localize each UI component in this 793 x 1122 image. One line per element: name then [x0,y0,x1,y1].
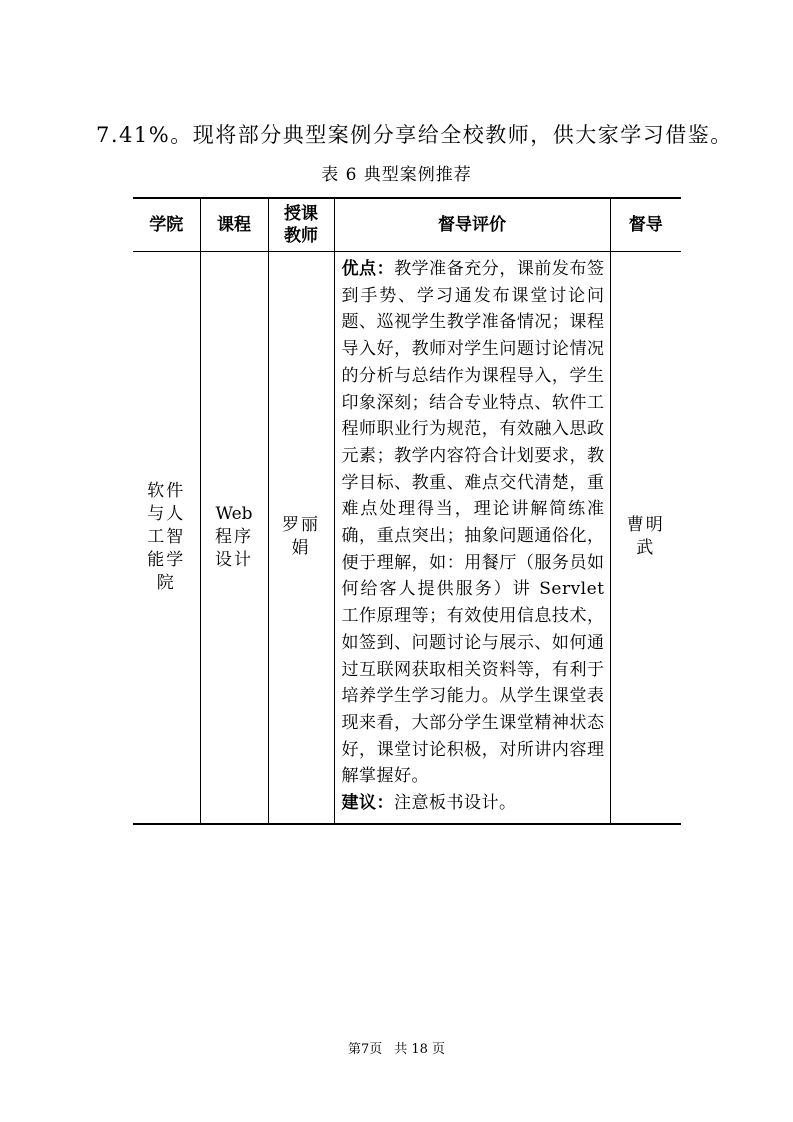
header-supervisor: 督导 [610,198,681,252]
review-suggestion [342,790,605,817]
cell-teacher [268,252,334,824]
college-line: 能学 [147,549,186,570]
table-header-row [133,198,681,252]
header-teacher [268,198,334,252]
header-review: 督导评价 [334,198,610,252]
supervisor-line: 曹明 [626,515,665,536]
cell-college [133,252,200,824]
college-line: 工智 [147,526,186,547]
table-caption: 表 6 典型案例推荐 [321,165,472,185]
header-teacher-line-2: 教师 [284,226,318,246]
cell-review [334,252,610,824]
strengths-label: 优点： [341,259,395,279]
header-college: 学院 [133,198,200,252]
suggestion-label: 建议： [341,793,394,814]
supervisor-line: 武 [636,538,656,559]
cell-supervisor [610,252,681,824]
table-row [133,252,681,824]
college-line: 软件 [147,480,186,501]
header-teacher-line-1: 授课 [284,204,318,224]
teacher-line: 罗丽 [282,515,320,536]
suggestion-text: 注意板书设计。 [394,793,517,814]
page-number: 第7页 [347,1042,383,1057]
page-total: 共 18 页 [394,1042,446,1057]
review-strengths [342,256,605,790]
cell-course [200,252,268,824]
header-teacher-stack [269,203,334,247]
header-course: 课程 [200,198,268,252]
teacher-line: 娟 [291,538,311,559]
college-line: 院 [156,572,176,593]
course-line: 程序 [215,526,253,547]
intro-paragraph: 7.41%。现将部分典型案例分享给全校教师，供大家学习借鉴。 [96,123,733,147]
page-footer [0,1041,793,1059]
course-line: Web [215,503,253,524]
course-line: 设计 [215,549,253,570]
case-table [133,197,681,825]
college-line: 与人 [147,503,186,524]
strengths-text: 教学准备充分，课前发布签到手势、学习通发布课堂讨论问题、巡视学生教学准备情况；课程导入好，教师对学生问题讨论情况的分析与总结作为课程导入，学生印象深刻；结合专业特点、软件工程师职业行为规范，有效融入思政元素；教学内容符合计划要求，教学目标、教重、难点交代清楚，重难点处理得当，理论讲解简练准确，重点突出；抽象问题通俗化，便于理解，如：用餐厅（服务员如何给客人提供服务）讲 Servlet 工作原理等；有效使用信息技术，如签到、问题讨论与展示、如何通过互联网获取相关资料等，有利于培养学生学习能力。从学生课堂表现来看，大部分学生课堂精神状态好，课堂讨论积极，对所讲内容理解掌握好。 [341,259,605,787]
